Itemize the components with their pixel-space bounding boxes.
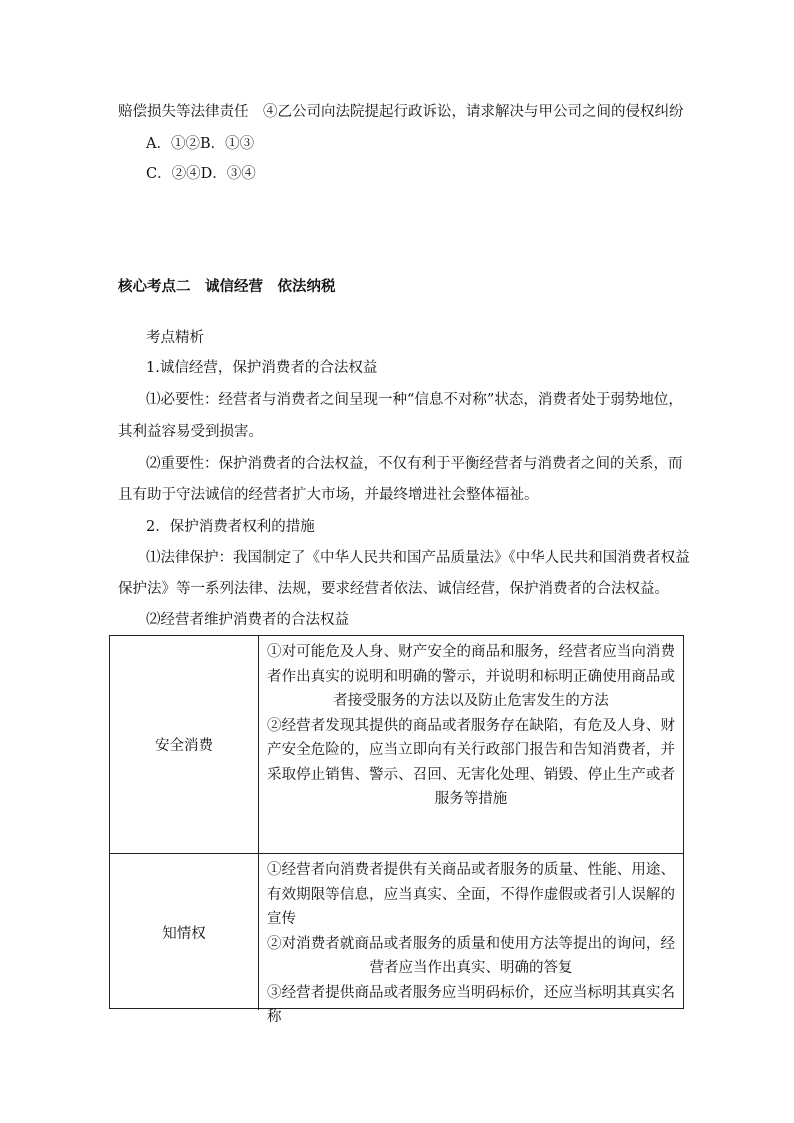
necessity-text-line2: 其利益容易受到损害。 — [118, 424, 263, 440]
necessity-text-line1: ⑴必要性：经营者与消费者之间呈现一种“信息不对称”状态，消费者处于弱势地位， — [146, 392, 683, 408]
legal-protection-line1: ⑴法律保护：我国制定了《中华人民共和国产品质量法》《中华人民共和国消费者权益 — [146, 550, 690, 566]
content-item: ③经营者提供商品或者服务应当明码标价，还应当标明其真实名称 — [267, 984, 675, 1025]
content-item: ①对可能危及人身、财产安全的商品和服务，经营者应当向消费者作出真实的说明和明确的警示，并说明和标明正确使用商品或者接受服务的方法以及防止危害发生的方法 — [267, 644, 675, 709]
importance-text-line2: 且有助于守法诚信的经营者扩大市场，并最终增进社会整体福祉。 — [118, 487, 539, 503]
content-item: ①经营者向消费者提供有关商品或者服务的质量、性能、用途、有效期限等信息，应当真实、全面，不得作虚假或者引人误解的宣传 — [267, 862, 675, 927]
table-row — [110, 854, 683, 1025]
section-heading: 核心考点二 诚信经营 依法纳税 — [118, 278, 336, 295]
legal-protection-line2: 保护法》等一系列法律、法规，要求经营者依法、诚信经营，保护消费者的合法权益。 — [118, 581, 669, 597]
point-1-title: 1.诚信经营，保护消费者的合法权益 — [146, 360, 378, 376]
content-item: ②经营者发现其提供的商品或者服务存在缺陷，有危及人身、财产安全危险的，应当立即向有关行政部门报告和告知消费者，并采取停止销售、警示、召回、无害化处理、销毁、停止生产或者服务等措施 — [267, 717, 675, 807]
row-content — [259, 854, 683, 1025]
importance-text-line1: ⑵重要性：保护消费者的合法权益，不仅有利于平衡经营者与消费者之间的关系，而 — [146, 456, 683, 472]
consumer-rights-table — [109, 635, 684, 1025]
subheading: 考点精析 — [146, 330, 204, 346]
answer-options-cd: C．②④D．③④ — [146, 166, 256, 182]
row-label-text: 知情权 — [162, 925, 206, 942]
question-continuation: 赔偿损失等法律责任 ④乙公司向法院提起行政诉讼，请求解决与甲公司之间的侵权纠纷 — [118, 104, 684, 120]
row-label-right-to-know — [110, 854, 259, 1010]
row-content — [259, 636, 683, 853]
operator-duty-title: ⑵经营者维护消费者的合法权益 — [146, 612, 349, 628]
table-row — [110, 636, 683, 854]
answer-options-ab: A．①②B．①③ — [146, 136, 255, 152]
row-label-safe-consumption — [110, 636, 259, 853]
point-2-title: 2．保护消费者权利的措施 — [146, 519, 315, 535]
content-item: ②对消费者就商品或者服务的质量和使用方法等提出的询问，经营者应当作出真实、明确的答复 — [267, 935, 675, 976]
row-label-text: 安全消费 — [155, 738, 213, 754]
